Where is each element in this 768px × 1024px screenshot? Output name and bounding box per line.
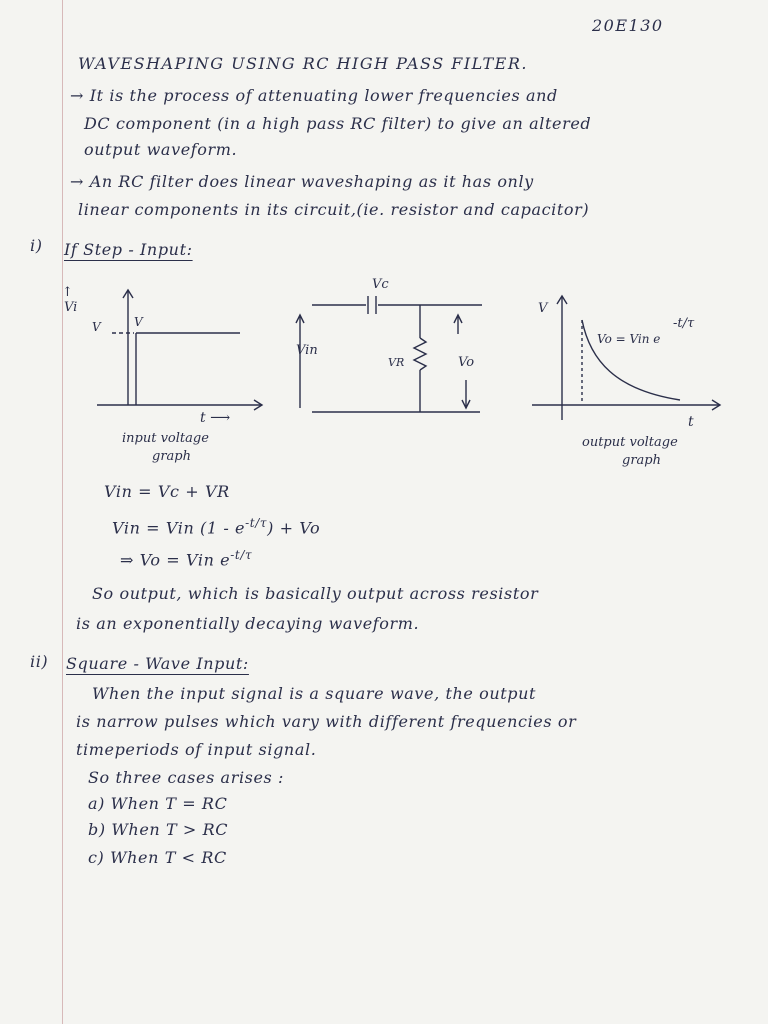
vr-label: VR xyxy=(388,356,405,369)
equation-2-exponent: -t/τ xyxy=(245,516,268,530)
square-text-line-4: So three cases arises : xyxy=(88,768,285,787)
section-1-heading: If Step - Input: xyxy=(64,240,193,259)
equation-2-tail: ) + Vo xyxy=(267,518,321,538)
case-c: c) When T < RC xyxy=(88,848,227,867)
intro-line-2: DC component (in a high pass RC filter) to give an altered xyxy=(84,114,592,133)
output-caption-1: output voltage xyxy=(582,435,678,450)
input-caption-1: input voltage xyxy=(122,431,209,446)
square-text-line-2: is narrow pulses which vary with different frequencies or xyxy=(76,712,577,731)
section-2-heading: Square - Wave Input: xyxy=(66,654,249,673)
equation-2 xyxy=(112,516,320,537)
input-y-arrow-mark: ↑ xyxy=(62,285,73,300)
intro-line-3: output waveform. xyxy=(84,140,238,159)
equation-3-exponent: -t/τ xyxy=(230,548,253,562)
page-title: WAVESHAPING USING RC HIGH PASS FILTER. xyxy=(78,54,528,73)
roll-number: 20E130 xyxy=(592,16,664,35)
vc-label: Vc xyxy=(372,277,389,292)
output-x-label: t xyxy=(688,414,694,430)
input-x-label: t ⟶ xyxy=(200,410,231,426)
equation-2-main: Vin = Vin (1 - e xyxy=(112,518,246,538)
section-1-number: i) xyxy=(30,236,43,255)
conclusion-line-2: is an exponentially decaying waveform. xyxy=(76,614,420,633)
equation-1: Vin = Vc + VR xyxy=(104,482,230,501)
square-text-line-3: timeperiods of input signal. xyxy=(76,740,317,759)
case-b: b) When T > RC xyxy=(88,820,229,839)
intro-line-1: → It is the process of attenuating lower frequencies and xyxy=(70,86,558,105)
vo-label: Vo xyxy=(458,355,475,370)
equation-3-main: ⇒ Vo = Vin e xyxy=(120,550,231,570)
output-formula-exponent: -t/τ xyxy=(673,316,695,331)
equation-3 xyxy=(120,548,252,569)
input-level-left: V xyxy=(92,320,101,334)
intro-line-4: → An RC filter does linear waveshaping as it has only xyxy=(70,172,534,191)
conclusion-line-1: So output, which is basically output across resistor xyxy=(92,584,539,603)
input-level-top: V xyxy=(134,315,143,329)
square-text-line-1: When the input signal is a square wave, the output xyxy=(92,684,537,703)
vin-label: Vin xyxy=(296,343,318,358)
output-formula: Vo = Vin e xyxy=(597,332,661,346)
intro-line-5: linear components in its circuit,(ie. resistor and capacitor) xyxy=(78,200,590,219)
output-y-label: V xyxy=(538,301,548,316)
case-a: a) When T = RC xyxy=(88,794,228,813)
section-2-number: ii) xyxy=(30,652,49,671)
input-y-label: Vi xyxy=(64,300,78,315)
output-caption-2: graph xyxy=(622,453,661,468)
input-caption-2: graph xyxy=(152,449,191,464)
